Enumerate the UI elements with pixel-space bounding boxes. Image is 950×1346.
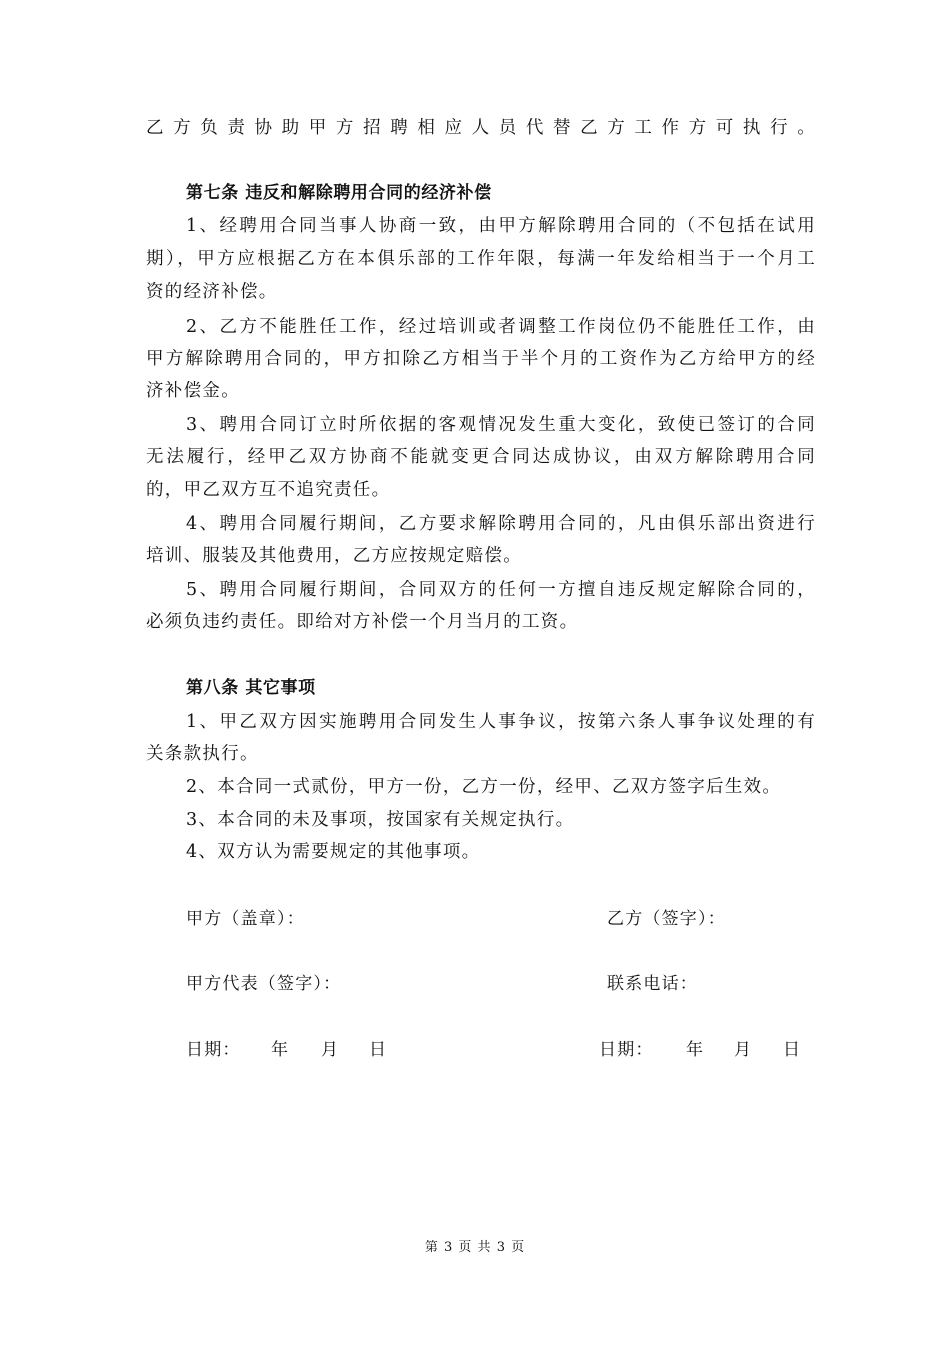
- date-a-day: 日: [369, 1040, 388, 1060]
- article7-item3-line1: 3、聘用合同订立时所依据的客观情况发生重大变化，致使已签订的合同: [186, 415, 816, 435]
- party-a-rep-label: 甲方代表（签字）：: [186, 974, 342, 994]
- article7-item2-line1: 2、乙方不能胜任工作，经过培训或者调整工作岗位仍不能胜任工作，由: [186, 317, 816, 337]
- date-a-label: 日期：: [186, 1040, 241, 1060]
- article7-heading: 第七条 违反和解除聘用合同的经济补偿: [186, 183, 492, 203]
- date-a-year: 年: [271, 1040, 290, 1060]
- article7-item4-line1: 4、聘用合同履行期间，乙方要求解除聘用合同的，凡由俱乐部出资进行: [186, 514, 816, 534]
- article8-item3-line1: 3、本合同的未及事项，按国家有关规定执行。: [186, 810, 575, 830]
- article8-item1-line1: 1、甲乙双方因实施聘用合同发生人事争议，按第六条人事争议处理的有: [186, 712, 816, 732]
- date-b-month: 月: [734, 1040, 753, 1060]
- article7-item2-line2: 甲方解除聘用合同的，甲方扣除乙方相当于半个月的工资作为乙方给甲方的经: [146, 349, 816, 369]
- date-b-day: 日: [783, 1040, 802, 1060]
- date-a-month: 月: [321, 1040, 340, 1060]
- article8-heading: 第八条 其它事项: [186, 678, 316, 698]
- article7-item3-line2: 无法履行，经甲乙双方协商不能就变更合同达成协议，由双方解除聘用合同: [146, 447, 816, 467]
- date-b-year: 年: [686, 1040, 705, 1060]
- article8-item1-line2: 关条款执行。: [146, 744, 259, 764]
- party-b-sign-label: 乙方（签字）：: [607, 909, 726, 929]
- article7-item2-line3: 济补偿金。: [146, 381, 240, 401]
- date-b-label: 日期：: [599, 1040, 654, 1060]
- article8-item4-line1: 4、双方认为需要规定的其他事项。: [186, 842, 481, 862]
- intro-line: 乙方负责协助甲方招聘相应人员代替乙方工作方可执行。: [146, 118, 816, 138]
- article7-item5-line2: 必须负违约责任。即给对方补偿一个月当月的工资。: [146, 612, 579, 632]
- article7-item5-line1: 5、聘用合同履行期间，合同双方的任何一方擅自违反规定解除合同的，: [186, 580, 816, 600]
- article7-item4-line2: 培训、服装及其他费用，乙方应按规定赔偿。: [146, 546, 522, 566]
- page-footer: 第 3 页 共 3 页: [424, 1240, 526, 1255]
- article7-item1-line1: 1、经聘用合同当事人协商一致，由甲方解除聘用合同的（不包括在试用: [186, 216, 816, 236]
- party-a-seal-label: 甲方（盖章）：: [186, 909, 305, 929]
- contact-phone-label: 联系电话：: [607, 974, 698, 994]
- article7-item1-line3: 资的经济补偿。: [146, 282, 278, 302]
- article7-item3-line3: 的，甲乙双方互不追究责任。: [146, 480, 391, 500]
- article7-item1-line2: 期），甲方应根据乙方在本俱乐部的工作年限，每满一年发给相当于一个月工: [146, 249, 816, 269]
- article8-item2-line1: 2、本合同一式贰份，甲方一份，乙方一份，经甲、乙双方签字后生效。: [186, 777, 782, 797]
